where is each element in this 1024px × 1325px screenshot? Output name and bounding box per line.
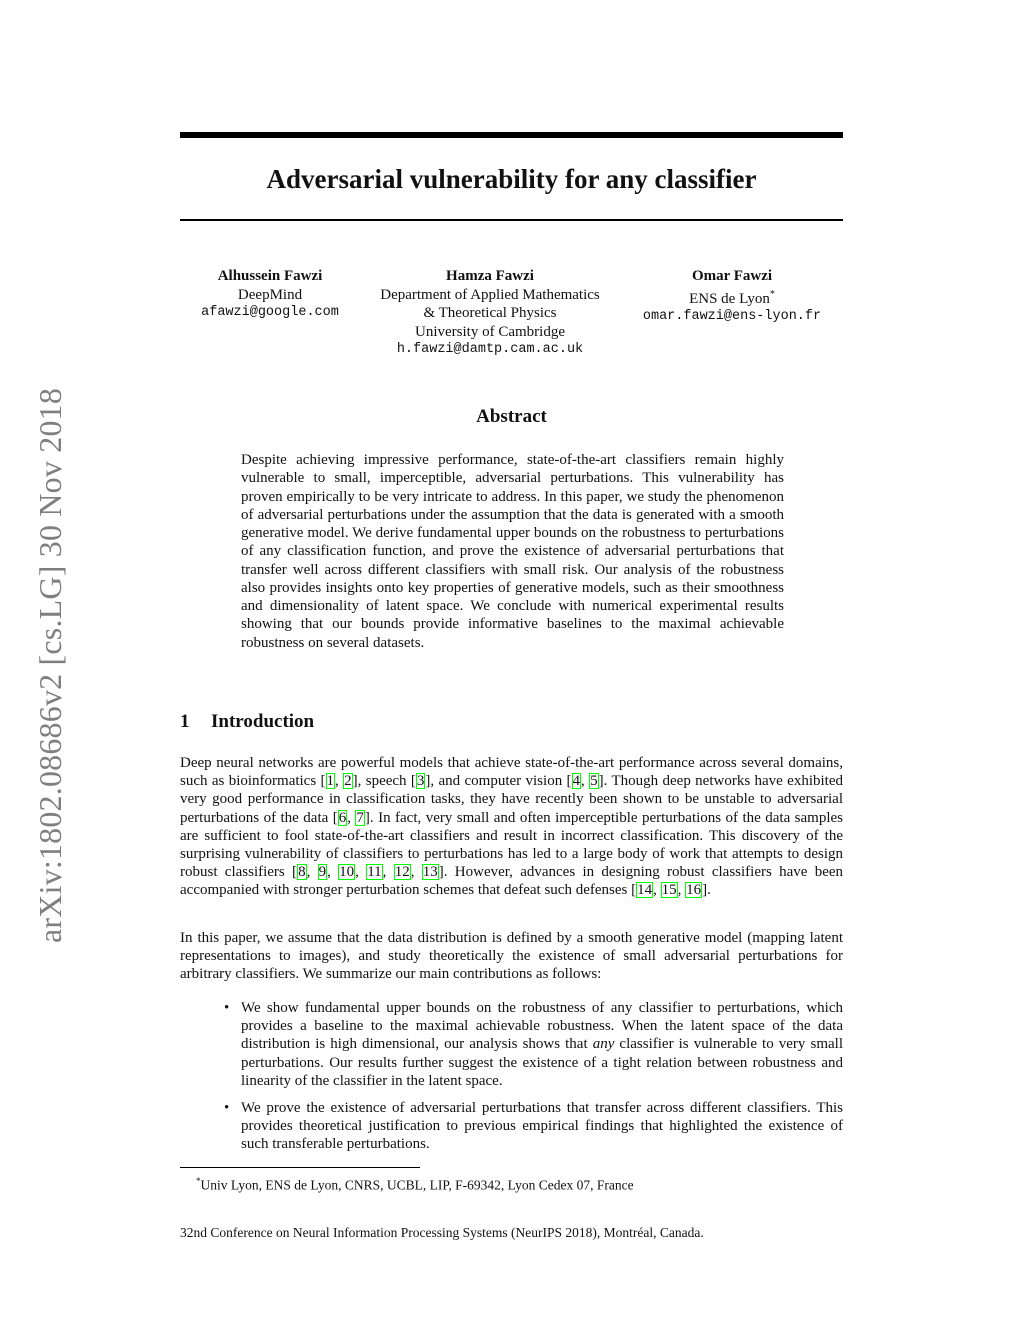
- author-name: Alhussein Fawzi: [217, 268, 323, 284]
- abstract-heading: Abstract: [476, 406, 547, 427]
- citation-link[interactable]: 16: [686, 882, 702, 899]
- contributions-list: [180, 999, 843, 1163]
- intro-paragraph-1: Deep neural networks are powerful models that achieve state-of-the-art performance across several domains, such as bioinformatics [1, 2], speech [3], and computer vision [4, 5]. Though deep networks have exhibited very good performance in classification tasks, they have recently been shown to be unstable to adversarial perturbations of the data [6, 7]. In fact, very small and often imperceptible perturbations of the data samples are sufficient to fool state-of-the-art classifiers and result in incorrect classification. This discovery of the surprising vulnerability of classifiers to perturbations has led to a large body of work that attempts to design robust classifiers [8, 9, 10, 11, 12, 13]. However, advances in designing robust classifiers have been accompanied with stronger perturbation schemes that defeat such defenses [14, 15, 16].: [180, 755, 844, 899]
- citation-link[interactable]: 1: [326, 773, 335, 790]
- author-affiliation: Department of Applied Mathematics: [380, 286, 600, 303]
- author-block-3: [622, 267, 842, 327]
- section-number: 1: [180, 711, 190, 732]
- list-item: • We prove the existence of adversarial perturbations that transfer across different classifiers. This provides theoretical justification to previous empirical findings that highlighted the existence of such transferable perturbations.: [224, 1100, 843, 1153]
- citation-link[interactable]: 13: [422, 864, 438, 881]
- citation-link[interactable]: 8: [298, 864, 306, 881]
- citation-link[interactable]: 5: [590, 773, 598, 790]
- footnote: *Univ Lyon, ENS de Lyon, CNRS, UCBL, LIP, F-69342, Lyon Cedex 07, France: [196, 1176, 634, 1193]
- citation-link[interactable]: 12: [394, 864, 410, 881]
- paper-title: Adversarial vulnerability for any classifier: [266, 164, 757, 194]
- author-email[interactable]: h.fawzi@damtp.cam.ac.uk: [396, 342, 584, 357]
- citation-link[interactable]: 2: [344, 773, 352, 790]
- author-email[interactable]: omar.fawzi@ens-lyon.fr: [642, 309, 822, 324]
- author-affiliation: University of Cambridge: [415, 323, 565, 340]
- abstract-text: Despite achieving impressive performance, state-of-the-art classifiers remain highly vulnerable to small, imperceptible, adversarial perturbations. This vulnerability has proven empirically to be very intricate to address. In this paper, we study the phenomenon of adversarial perturbations under the assumption that the data is generated with a smooth generative model. We derive fundamental upper bounds on the robustness to perturbations of any classification function, and prove the existence of adversarial perturbations that transfer well across different classifiers with small risk. Our analysis of the robustness also provides insights onto key properties of generative models, such as their smoothness and dimensionality of latent space. We conclude with numerical experimental results showing that our bounds provide informative baselines to the maximal achievable robustness on several datasets.: [241, 452, 784, 651]
- citation-link[interactable]: 9: [318, 864, 327, 881]
- author-name: Hamza Fawzi: [446, 268, 534, 284]
- title-top-rule: [180, 132, 843, 138]
- citation-link[interactable]: 7: [356, 809, 364, 826]
- citation-link[interactable]: 14: [637, 882, 653, 899]
- section-title: Introduction: [211, 711, 315, 732]
- citation-link[interactable]: 11: [367, 864, 382, 881]
- citation-link[interactable]: 15: [661, 882, 677, 899]
- footnote-rule: [180, 1167, 420, 1168]
- title-bottom-rule: [180, 219, 843, 221]
- author-affiliation: DeepMind: [237, 286, 303, 303]
- citation-link[interactable]: 6: [338, 809, 347, 826]
- author-affiliation: ENS de Lyon*: [689, 288, 775, 307]
- bullet-icon: •: [224, 1100, 230, 1117]
- citation-link[interactable]: 10: [339, 864, 355, 881]
- section-heading: [180, 709, 314, 735]
- list-item: • We show fundamental upper bounds on the robustness of any classifier to perturbations, which provides a baseline to the maximal achievable robustness. When the latent space of the data distribution is high dimensional, our analysis shows that any classifier is vulnerable to very small perturbations. Our results further suggest the existence of a tight relation between robustness and linearity of the classifier in the latent space.: [224, 1000, 843, 1089]
- citation-link[interactable]: 3: [416, 773, 425, 790]
- footnote-marker: *: [196, 1176, 201, 1186]
- intro-paragraph-2: In this paper, we assume that the data distribution is defined by a smooth generative model (mapping latent representations to images), and study theoretically the existence of small adversarial perturbations for arbitrary classifiers. We summarize our main contributions as follows:: [180, 930, 843, 983]
- author-block-1: [170, 267, 370, 323]
- conference-note: 32nd Conference on Neural Information Processing Systems (NeurIPS 2018), Montréal, Canada.: [180, 1225, 704, 1240]
- bullet-icon: •: [224, 1000, 230, 1016]
- author-name: Omar Fawzi: [691, 268, 773, 284]
- arxiv-sidebar-id: arXiv:1802.08686v2 [cs.LG] 30 Nov 2018: [32, 387, 68, 943]
- citation-link[interactable]: 4: [572, 773, 581, 790]
- author-affiliation: & Theoretical Physics: [423, 305, 557, 321]
- author-block-2: [350, 267, 630, 360]
- footnote-marker[interactable]: *: [769, 288, 775, 300]
- author-email[interactable]: afawzi@google.com: [201, 305, 339, 320]
